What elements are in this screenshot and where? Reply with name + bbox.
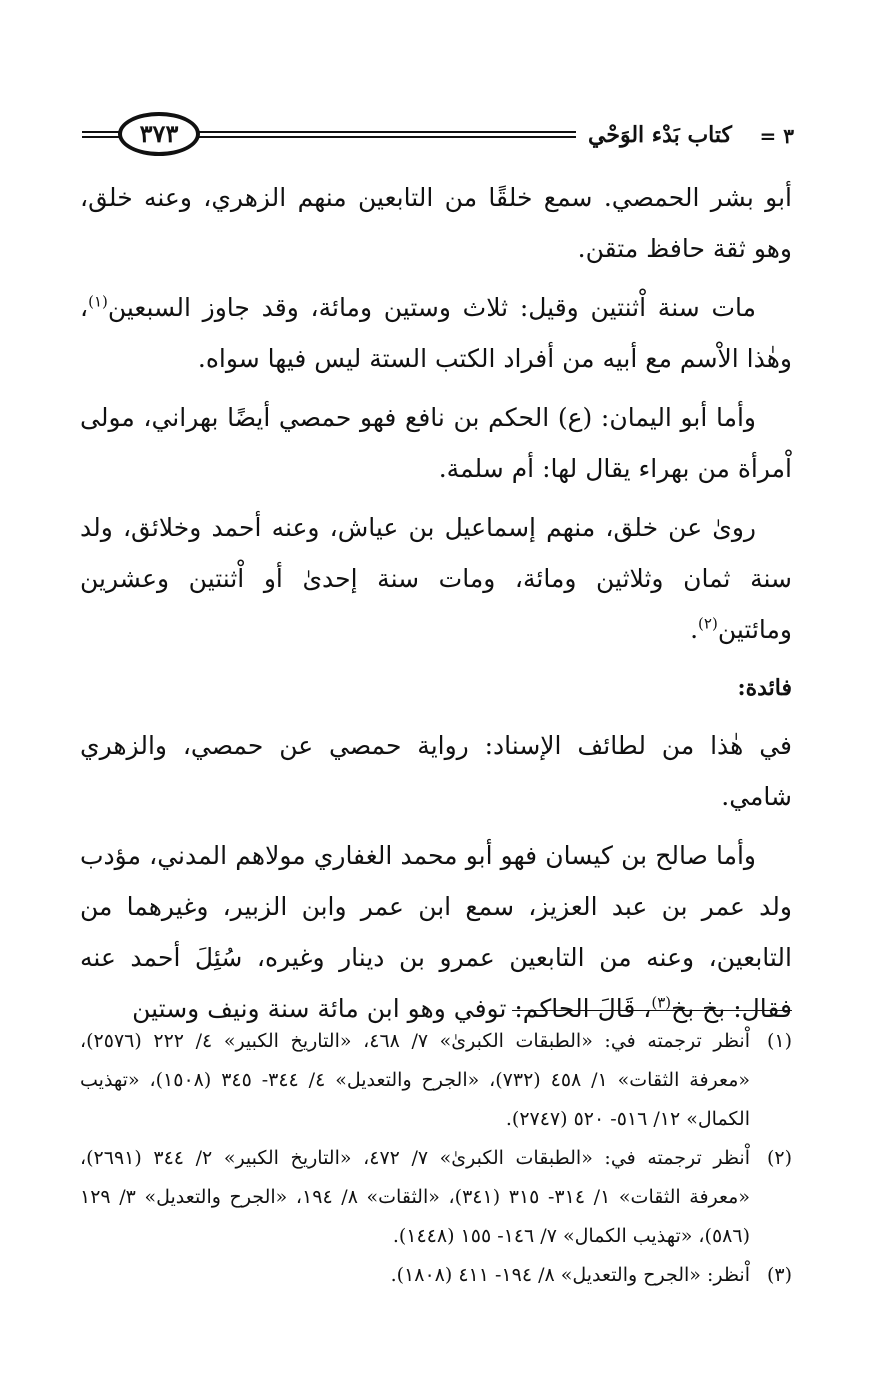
paragraph <box>80 830 792 1034</box>
paragraph-text: ، وهٰذا الاْسم مع أبيه من أفراد الكتب الستة ليس فيها سواه. <box>80 293 792 373</box>
section-mark: ٣ = <box>759 124 794 148</box>
footnote <box>80 1022 792 1139</box>
footnote-text: اْنظر ترجمته في: «الطبقات الكبرىٰ» ٧/ ٤٧٢، «التاريخ الكبير» ٢/ ٣٤٤ (٢٦٩١)، «معرفة الثقات» ١/ ٣١٤- ٣١٥ (٣٤١)، «الثقات» ٨/ ١٩٤، «الجرح والتعديل» ٣/ ١٢٩ (٥٨٦)، «تهذيب الكمال» ٧/ ١٤٦- ١٥٥ (١٤٤٨). <box>80 1147 750 1247</box>
footnote-ref[interactable]: (٣) <box>651 993 672 1012</box>
paragraph <box>80 502 792 655</box>
footnote <box>80 1139 792 1256</box>
footnote-number: (١) <box>766 1030 792 1052</box>
footnote-ref[interactable]: (٢) <box>698 614 718 633</box>
paragraph <box>80 720 792 822</box>
header-rule <box>192 131 576 138</box>
footnote-number: (٣) <box>766 1264 792 1286</box>
paragraph <box>80 282 792 384</box>
paragraph <box>80 172 792 274</box>
paragraph-text: مات سنة اْثنتين وقيل: ثلاث وستين ومائة، وقد جاوز السبعين <box>107 293 756 322</box>
footnote-number: (٢) <box>766 1147 792 1169</box>
footnotes <box>80 1022 792 1295</box>
paragraph-text: ، قَالَ الحاكم: توفي وهو ابن مائة سنة ونيف وستين <box>132 994 652 1023</box>
footnote-ref[interactable]: (١) <box>88 292 108 311</box>
header-rule-left <box>82 131 122 138</box>
page-header <box>82 112 794 160</box>
page-number-badge <box>118 112 200 156</box>
footnote-text: اْنظر ترجمته في: «الطبقات الكبرىٰ» ٧/ ٤٦٨، «التاريخ الكبير» ٤/ ٢٢٢ (٢٥٧٦)، «معرفة الثقات» ١/ ٤٥٨ (٧٣٢)، «الجرح والتعديل» ٤/ ٣٤٤- ٣٤٥ (١٥٠٨)، «تهذيب الكمال» ١٢/ ٥١٦- ٥٢٠ (٢٧٤٧). <box>80 1030 750 1130</box>
paragraph-text: وأما صالح بن كيسان فهو أبو محمد الغفاري مولاهم المدني، مؤدب ولد عمر بن عبد العزيز، سمع ابن عمر وابن الزبير، وغيرهما من التابعين، وعنه من التابعين عمرو بن دينار وغيره، سُئِلَ أحمد عنه فقال: بخ بخ <box>80 841 792 1023</box>
paragraph <box>80 392 792 494</box>
section-heading: فائدة: <box>737 675 792 701</box>
footnote-separator <box>512 1010 792 1011</box>
paragraph-text: رویٰ عن خلق، منهم إسماعيل بن عياش، وعنه أحمد وخلائق، ولد سنة ثمان وثلاثين ومائة، ومات سنة إحدىٰ أو اْثنتين وعشرين ومائتين <box>80 513 792 644</box>
paragraph-text: أبو بشر الحمصي. سمع خلقًا من التابعين منهم الزهري، وعنه خلق، وهو ثقة حافظ متقن. <box>80 183 792 263</box>
page-number: ٣٧٣ <box>139 119 179 148</box>
paragraph-text: في هٰذا من لطائف الإسناد: رواية حمصي عن حمصي، والزهري شامي. <box>80 731 792 811</box>
footnote-text: اْنظر: «الجرح والتعديل» ٨/ ١٩٤- ٤١١ (١٨٠٨). <box>390 1264 750 1286</box>
paragraph-text: وأما أبو اليمان: (ع) الحكم بن نافع فهو حمصي أيضًا بهراني، مولى اْمرأة من بهراء يقال لها: أم سلمة. <box>80 403 792 483</box>
footnote <box>80 1256 792 1295</box>
main-text <box>80 172 792 1042</box>
running-title: كتاب بَدْء الوَحْي <box>588 122 732 148</box>
paragraph-text: . <box>690 615 699 644</box>
